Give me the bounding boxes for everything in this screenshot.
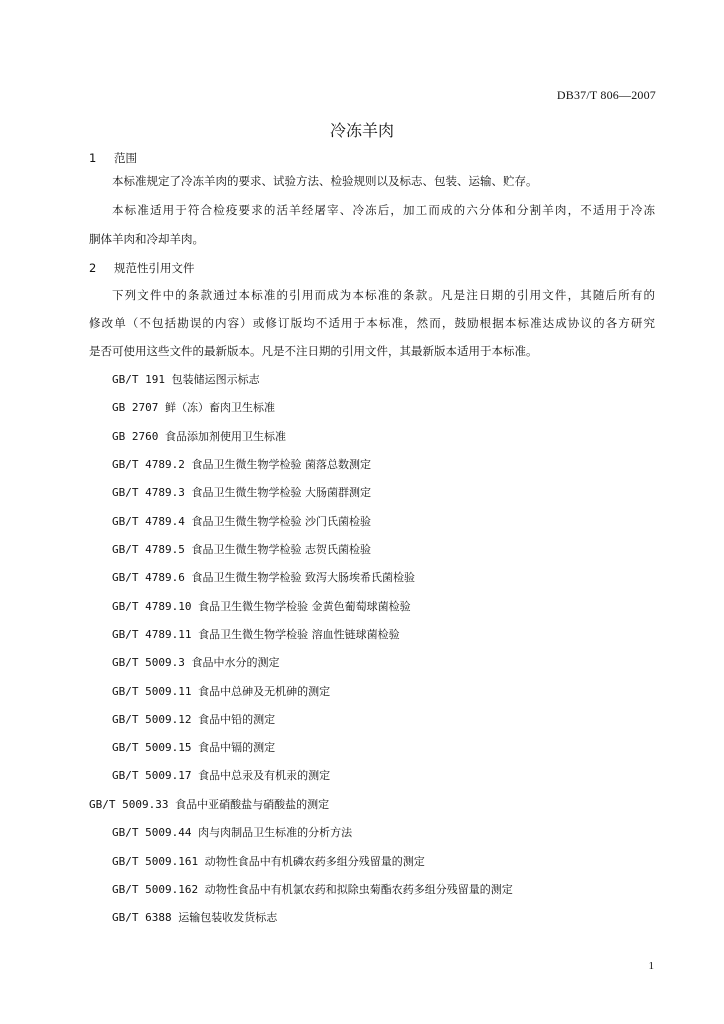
reference-name: 包装储运图示标志 — [171, 373, 260, 386]
reference-item — [112, 882, 513, 898]
section-title: 规范性引用文件 — [114, 261, 195, 275]
reference-code: GB/T 5009.11 — [112, 685, 192, 698]
reference-item — [89, 797, 329, 813]
section-number: 2 — [89, 261, 97, 275]
paragraph-line: 修改单（不包括勘误的内容）或修订版均不适用于本标准，然而，鼓励根据本标准达成协议的各方研究 — [89, 316, 655, 330]
reference-name: 肉与肉制品卫生标准的分析方法 — [198, 826, 353, 839]
reference-code: GB/T 6388 — [112, 911, 172, 924]
document-code: DB37/T 806—2007 — [556, 88, 656, 102]
reference-code: GB/T 4789.5 — [112, 543, 185, 556]
reference-item — [112, 457, 371, 473]
reference-code: GB 2760 — [112, 430, 159, 443]
reference-name: 食品中亚硝酸盐与硝酸盐的测定 — [175, 798, 330, 811]
reference-name: 食品卫生微生物学检验 志贺氏菌检验 — [191, 543, 371, 556]
reference-name: 食品中镉的测定 — [198, 741, 276, 754]
reference-name: 食品卫生微生物学检验 大肠菌群测定 — [191, 486, 371, 499]
reference-name: 食品卫生微生物学检验 溶血性链球菌检验 — [198, 628, 400, 641]
reference-name: 食品卫生微生物学检验 金黄色葡萄球菌检验 — [198, 600, 411, 613]
reference-item — [112, 542, 371, 558]
reference-code: GB/T 5009.162 — [112, 883, 199, 896]
reference-code: GB/T 5009.44 — [112, 826, 192, 839]
reference-code: GB/T 5009.17 — [112, 769, 192, 782]
reference-name: 食品中总砷及无机砷的测定 — [198, 685, 331, 698]
reference-code: GB 2707 — [112, 401, 159, 414]
reference-code: GB/T 5009.3 — [112, 656, 185, 669]
paragraph-line: 是否可使用这些文件的最新版本。凡是不注日期的引用文件，其最新版本适用于本标准。 — [89, 344, 538, 358]
reference-item — [112, 599, 411, 615]
reference-item — [112, 570, 415, 586]
paragraph-line: 胴体羊肉和冷却羊肉。 — [89, 232, 204, 246]
section-title: 范围 — [114, 151, 137, 165]
reference-item — [112, 372, 260, 388]
section-heading-scope — [89, 150, 137, 166]
reference-name: 食品卫生微生物学检验 菌落总数测定 — [191, 458, 371, 471]
reference-item — [112, 429, 286, 445]
reference-code: GB/T 5009.33 — [89, 798, 169, 811]
reference-code: GB/T 4789.6 — [112, 571, 185, 584]
reference-item — [112, 910, 277, 926]
reference-item — [112, 712, 275, 728]
reference-code: GB/T 5009.161 — [112, 855, 199, 868]
reference-item — [112, 627, 400, 643]
reference-code: GB/T 4789.2 — [112, 458, 185, 471]
reference-item — [112, 825, 352, 841]
document-title: 冷冻羊肉 — [329, 121, 394, 140]
section-number: 1 — [89, 151, 97, 165]
reference-name: 食品中铅的测定 — [198, 713, 276, 726]
reference-item — [112, 854, 425, 870]
reference-code: GB/T 191 — [112, 373, 165, 386]
reference-code: GB/T 4789.3 — [112, 486, 185, 499]
paragraph-line: 本标准适用于符合检疫要求的活羊经屠宰、冷冻后，加工而成的六分体和分割羊肉，不适用于冷冻 — [112, 203, 655, 217]
reference-code: GB/T 4789.11 — [112, 628, 192, 641]
reference-code: GB/T 5009.12 — [112, 713, 192, 726]
reference-item — [112, 514, 371, 530]
page-number: 1 — [648, 960, 654, 972]
reference-name: 食品添加剂使用卫生标准 — [164, 430, 286, 443]
reference-name: 动物性食品中有机磷农药多组分残留量的测定 — [204, 855, 425, 868]
reference-name: 食品卫生微生物学检验 沙门氏菌检验 — [191, 515, 371, 528]
reference-item — [112, 485, 371, 501]
paragraph-line: 下列文件中的条款通过本标准的引用而成为本标准的条款。凡是注日期的引用文件，其随后所有的 — [112, 288, 655, 302]
paragraph-line: 本标准规定了冷冻羊肉的要求、试验方法、检验规则以及标志、包装、运输、贮存。 — [112, 174, 538, 188]
reference-name: 食品卫生微生物学检验 致泻大肠埃希氏菌检验 — [191, 571, 415, 584]
reference-name: 食品中水分的测定 — [191, 656, 280, 669]
reference-item — [112, 684, 330, 700]
reference-name: 动物性食品中有机氯农药和拟除虫菊酯农药多组分残留量的测定 — [204, 883, 513, 896]
reference-item — [112, 400, 275, 416]
reference-code: GB/T 4789.4 — [112, 515, 185, 528]
reference-name: 运输包装收发货标志 — [178, 911, 278, 924]
reference-item — [112, 768, 330, 784]
reference-item — [112, 740, 275, 756]
reference-name: 鲜（冻）畜肉卫生标准 — [164, 401, 275, 414]
reference-item — [112, 655, 279, 671]
reference-code: GB/T 4789.10 — [112, 600, 192, 613]
section-heading-references — [89, 260, 195, 276]
reference-code: GB/T 5009.15 — [112, 741, 192, 754]
reference-name: 食品中总汞及有机汞的测定 — [198, 769, 331, 782]
